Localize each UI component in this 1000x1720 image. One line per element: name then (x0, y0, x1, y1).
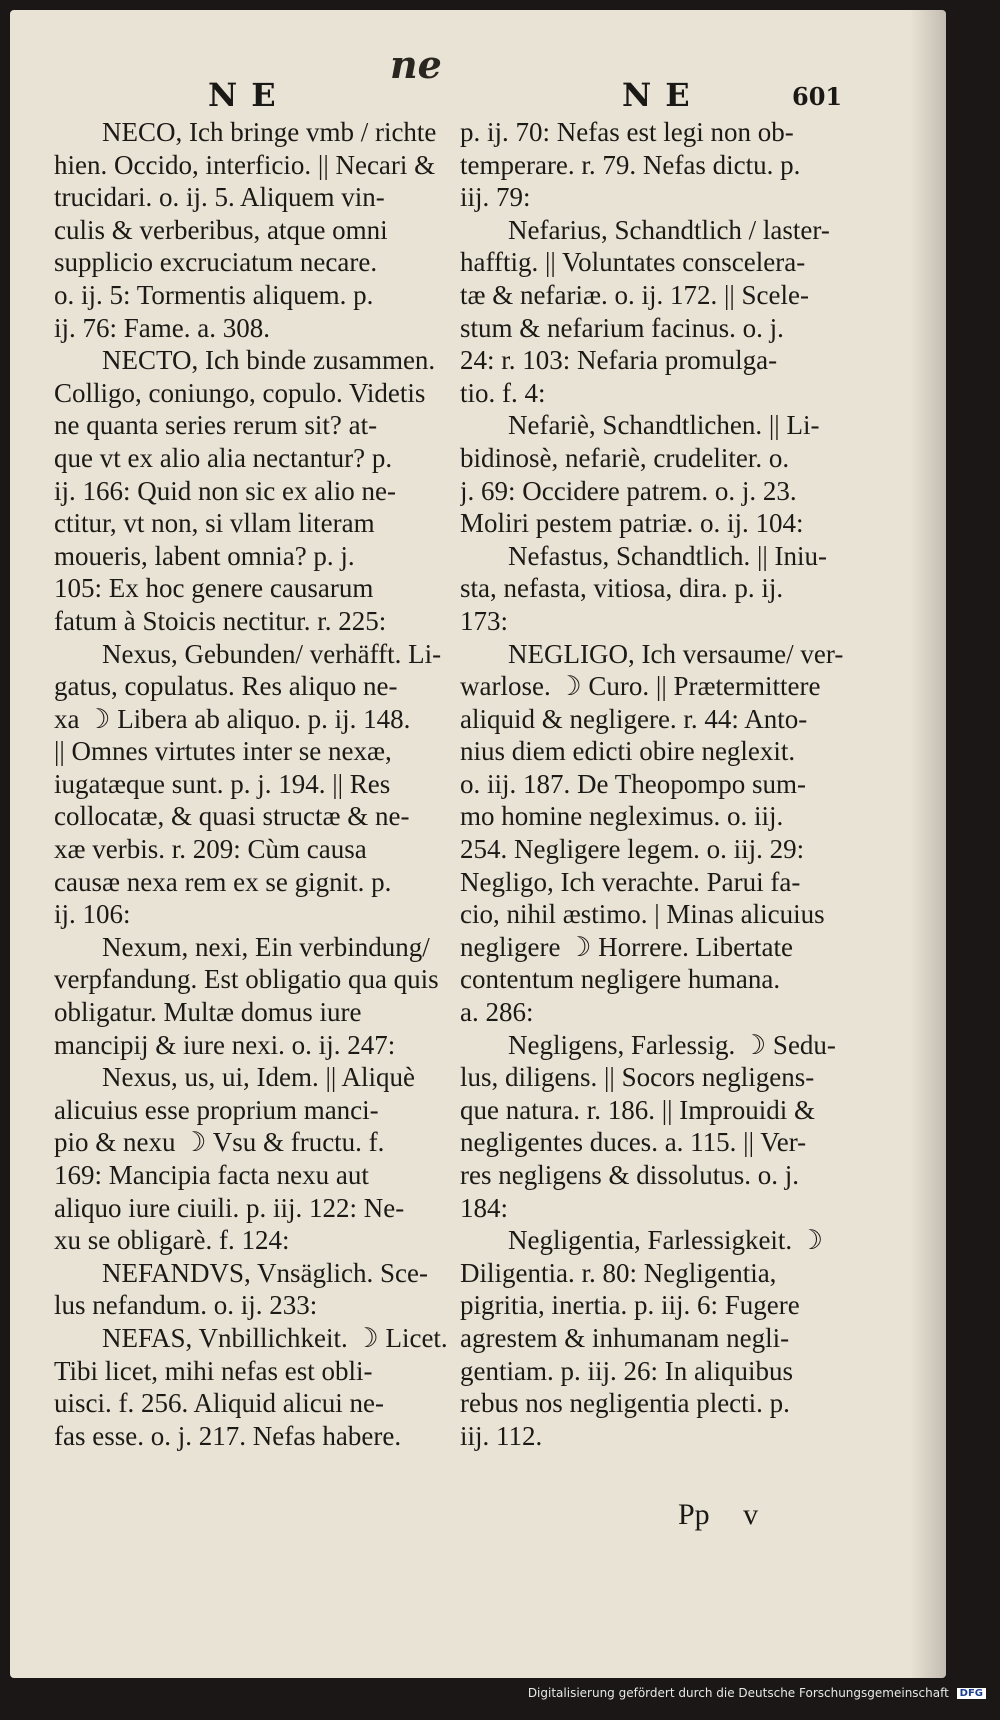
text-line: Nefarius, Schandtlich / laster- (508, 214, 830, 245)
text-line: lus, diligens. || Socors negligens- (460, 1062, 815, 1093)
text-line: Tibi licet, mihi nefas est obli- (54, 1355, 373, 1386)
text-line: aliquo iure ciuili. p. iij. 122: Ne- (54, 1192, 405, 1223)
right-column (460, 116, 848, 1452)
running-head-right: NE (622, 76, 704, 114)
footer-text: Digitalisierung gefördert durch die Deutsche Forschungsgemeinschaft (527, 1686, 949, 1700)
text-line: ij. 106: (54, 899, 131, 930)
text-line: bidinosè, nefariè, crudeliter. o. (460, 442, 790, 473)
text-line: o. iij. 187. De Theopompo sum- (460, 768, 806, 799)
text-line: Negligo, Ich verachte. Parui fa- (460, 866, 801, 897)
text-line: negligentes duces. a. 115. || Ver- (460, 1127, 807, 1158)
text-line: verpfandung. Est obligatio qua quis (54, 964, 439, 995)
text-line: j. 69: Occidere patrem. o. j. 23. (460, 475, 797, 506)
text-line: 184: (460, 1192, 509, 1223)
text-line: temperare. r. 79. Nefas dictu. p. (460, 149, 801, 180)
text-line: que natura. r. 186. || Improuidi & (460, 1094, 815, 1125)
text-line: xæ verbis. r. 209: Cùm causa (54, 834, 367, 865)
footer-credit (0, 1686, 1000, 1700)
text-line: hien. Occido, interficio. || Necari & (54, 149, 436, 180)
text-line: Colligo, coniungo, copulo. Videtis (54, 377, 426, 408)
text-line: collocatæ, & quasi structæ & ne- (54, 801, 410, 832)
text-line: xu se obligarè. f. 124: (54, 1225, 290, 1256)
text-line: fatum à Stoicis nectitur. r. 225: (54, 605, 387, 636)
text-line: 254. Negligere legem. o. iij. 29: (460, 834, 805, 865)
text-line: mancipij & iure nexi. o. ij. 247: (54, 1029, 396, 1060)
text-line: nius diem edicti obire neglexit. (460, 736, 796, 767)
text-line: supplicio excruciatum necare. (54, 247, 378, 278)
text-line: que vt ex alio alia nectantur? p. (54, 442, 393, 473)
text-line: mo homine negleximus. o. iij. (460, 801, 784, 832)
text-line: pio & nexu ☽ Vsu & fructu. f. (54, 1127, 385, 1158)
text-line: pigritia, inertia. p. iij. 6: Fugere (460, 1290, 800, 1321)
text-line: Nefariè, Schandtlichen. || Li- (508, 410, 820, 441)
text-line: uisci. f. 256. Aliquid alicui ne- (54, 1388, 384, 1419)
text-line: ne quanta series rerum sit? at- (54, 410, 378, 441)
text-line: rebus nos negligentia plecti. p. (460, 1388, 790, 1419)
text-line: sta, nefasta, vitiosa, dira. p. ij. (460, 573, 784, 604)
text-line: cio, nihil æstimo. | Minas alicuius (460, 899, 825, 930)
text-line: tio. f. 4: (460, 377, 546, 408)
text-line: 24: r. 103: Nefaria promulga- (460, 345, 778, 376)
text-line: Nexus, Gebunden/ verhäfft. Li- (102, 638, 442, 669)
text-line: tæ & nefariæ. o. ij. 172. || Scele- (460, 279, 809, 310)
text-line: Nexum, nexi, Ein verbindung/ (102, 931, 430, 962)
text-line: hafftig. || Voluntates conscelera- (460, 247, 806, 278)
text-line: p. ij. 70: Nefas est legi non ob- (460, 117, 794, 147)
running-head-left: NE (208, 76, 290, 114)
text-line: NECO, Ich bringe vmb / richte (102, 117, 437, 147)
text-line: 169: Mancipia facta nexu aut (54, 1160, 369, 1190)
text-line: moueris, labent omnia? p. j. (54, 540, 355, 571)
text-line: a. 286: (460, 997, 534, 1028)
text-line: alicuius esse proprium manci- (54, 1094, 379, 1125)
text-line: Diligentia. r. 80: Negligentia, (460, 1257, 777, 1288)
left-column (54, 116, 460, 1452)
text-line: Moliri pestem patriæ. o. ij. 104: (460, 508, 804, 539)
text-line: aliquid & negligere. r. 44: Anto- (460, 703, 808, 734)
text-line: NEFAS, Vnbillichkeit. ☽ Licet. (102, 1322, 448, 1353)
text-line: xa ☽ Libera ab aliquo. p. ij. 148. (54, 703, 411, 734)
text-line: trucidari. o. ij. 5. Aliquem vin- (54, 182, 385, 213)
text-line: iij. 79: (460, 182, 531, 213)
text-line: NECTO, Ich binde zusammen. (102, 345, 436, 376)
text-line: gatus, copulatus. Res aliquo ne- (54, 671, 398, 702)
text-line: 173: (460, 605, 509, 636)
text-line: Negligentia, Farlessigkeit. ☽ (508, 1225, 824, 1256)
text-line: causæ nexa rem ex se gignit. p. (54, 866, 392, 897)
text-line: NEGLIGO, Ich versaume/ ver- (508, 638, 844, 669)
text-line: fas esse. o. j. 217. Nefas habere. (54, 1420, 402, 1451)
text-line: iij. 112. (460, 1420, 543, 1451)
text-line: Nefastus, Schandtlich. || Iniu- (508, 540, 827, 571)
text-line: || Omnes virtutes inter se nexæ, (54, 736, 392, 767)
text-line: contentum negligere humana. (460, 964, 781, 995)
dfg-logo: DFG (957, 1688, 986, 1699)
text-line: gentiam. p. iij. 26: In aliquibus (460, 1355, 793, 1386)
text-line: negligere ☽ Horrere. Libertate (460, 931, 794, 962)
text-line: agrestem & inhumanam negli- (460, 1322, 790, 1353)
text-line: 105: Ex hoc genere causarum (54, 573, 374, 604)
book-page (10, 10, 946, 1678)
handwritten-note: ne (390, 42, 442, 87)
text-line: res negligens & dissolutus. o. j. (460, 1160, 799, 1190)
text-line: lus nefandum. o. ij. 233: (54, 1290, 318, 1321)
page-number: 601 (792, 82, 843, 111)
text-line: culis & verberibus, atque omni (54, 214, 388, 245)
text-line: NEFANDVS, Vnsäglich. Sce- (102, 1257, 428, 1288)
text-line: obligatur. Multæ domus iure (54, 997, 362, 1028)
text-line: o. ij. 5: Tormentis aliquem. p. (54, 279, 374, 310)
text-line: ij. 76: Fame. a. 308. (54, 312, 270, 343)
text-line: Nexus, us, ui, Idem. || Aliquè (102, 1062, 416, 1093)
text-line: warlose. ☽ Curo. || Prætermittere (460, 671, 821, 702)
text-line: ij. 166: Quid non sic ex alio ne- (54, 475, 396, 506)
text-line: ctitur, vt non, si vllam literam (54, 508, 375, 539)
text-line: stum & nefarium facinus. o. j. (460, 312, 784, 343)
catchword: Pp v (678, 1498, 759, 1531)
text-line: iugatæque sunt. p. j. 194. || Res (54, 768, 391, 799)
text-line: Negligens, Farlessig. ☽ Sedu- (508, 1029, 836, 1060)
